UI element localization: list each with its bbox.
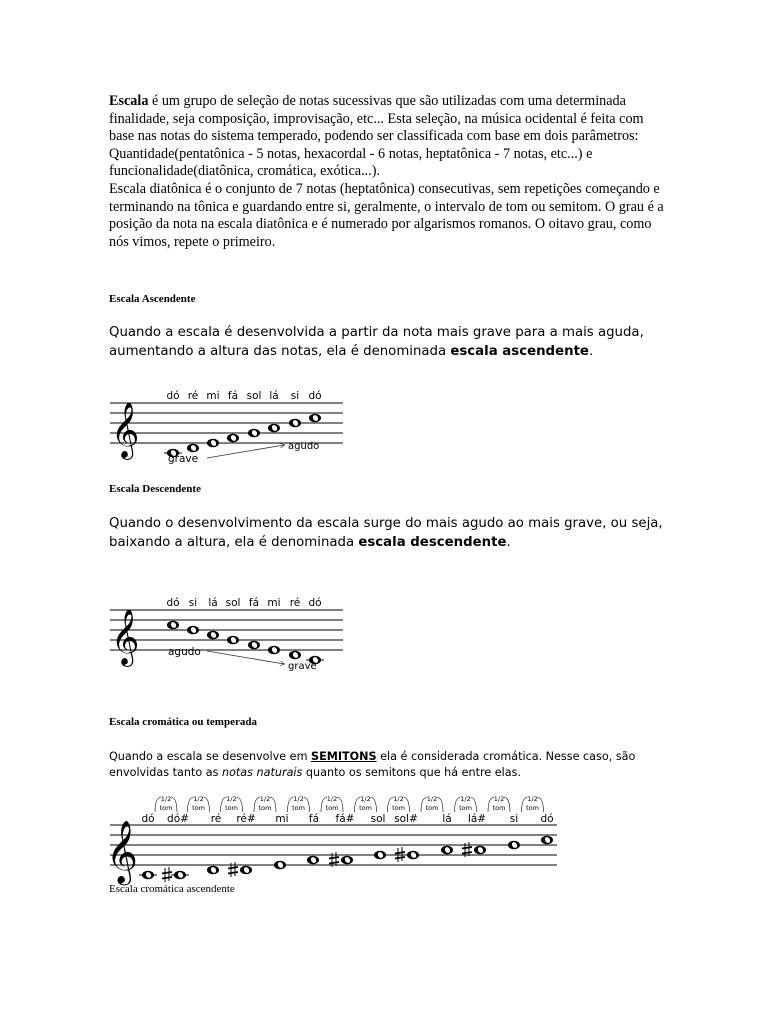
interval-bracket <box>321 795 343 812</box>
note-label: fá <box>248 597 260 609</box>
note-label: dó <box>166 597 180 609</box>
note-label: dó# <box>167 813 189 825</box>
interval-bracket <box>522 795 544 812</box>
note-label: dó <box>308 597 322 609</box>
interval-half: 1/2 <box>426 795 438 803</box>
note-label: sol# <box>394 813 418 825</box>
note-4 <box>248 641 260 650</box>
interval-tom: tom <box>325 804 339 812</box>
note-label: sol <box>246 390 262 402</box>
note-7 <box>309 414 321 423</box>
note-4 <box>274 861 286 870</box>
interval-bracket <box>288 795 310 812</box>
note-label: ré <box>210 813 222 825</box>
interval-bracket <box>254 795 276 812</box>
note-label: mi <box>275 813 289 825</box>
note-1 <box>187 444 199 453</box>
note-3 <box>227 636 239 645</box>
note-6 <box>341 856 353 865</box>
ascending-bold: escala ascendente <box>450 343 589 359</box>
chromatic-intervals <box>155 795 544 812</box>
note-6 <box>289 419 301 428</box>
descending-period: . <box>506 534 511 550</box>
note-0 <box>142 871 154 880</box>
ascending-agudo-label: agudo <box>288 441 320 452</box>
interval-half: 1/2 <box>393 795 404 803</box>
chromatic-note-labels <box>141 813 553 825</box>
interval-half: 1/2 <box>259 795 271 803</box>
interval-half: 1/2 <box>293 795 304 803</box>
treble-clef-icon: 𝄞 <box>106 820 138 883</box>
note-0 <box>167 621 179 630</box>
descending-bold: escala descendente <box>358 534 507 550</box>
note-label: lá# <box>467 813 487 825</box>
note-2 <box>207 631 219 640</box>
note-2 <box>207 439 219 448</box>
staff-chromatic <box>106 795 557 886</box>
ascending-text: Quando a escala é desenvolvida a partir da nota mais grave para a mais aguda, aumentando a altura das notas, ela é denominada <box>109 325 644 359</box>
note-label: ré <box>187 390 199 402</box>
note-label: fá <box>308 813 320 825</box>
note-label: fá <box>227 390 239 402</box>
note-label: dó <box>141 813 155 825</box>
descending-text: Quando o desenvolvimento da escala surge do mais agudo ao mais grave, ou seja, baixando a altura, ela é denominada <box>109 516 663 550</box>
interval-tom: tom <box>425 804 439 812</box>
note-1 <box>174 871 186 880</box>
note-6 <box>289 651 301 660</box>
interval-bracket <box>455 795 477 812</box>
interval-bracket <box>355 795 377 812</box>
interval-half: 1/2 <box>326 795 338 803</box>
note-12 <box>541 836 553 845</box>
note-8 <box>407 851 419 860</box>
note-label: lá <box>442 813 452 825</box>
interval-half: 1/2 <box>226 795 237 803</box>
note-label: fá# <box>335 813 355 825</box>
intro-text: é um grupo de seleção de notas sucessivas que são utilizadas com uma determinada finalidade, seja composição, improvisação, etc... Esta seleção, na música ocidental é feita com base nas notas do sistema temperado, podendo ser classificada com base em dois parâmetros: Quantidade(pentatônica - 5 notas, hexacordal - 6 notas, heptatônica - 7 notas, etc...) e funcionalidade(diatônica, cromática, exótica...). <box>109 93 644 180</box>
note-label: si <box>509 813 519 825</box>
notas-naturais: notas naturais <box>221 765 303 779</box>
interval-tom: tom <box>292 804 305 812</box>
descending-agudo-label: agudo <box>168 646 201 658</box>
chromatic-text-mid: ela é considerada cromática. Nesse caso, são envolvidas tanto as <box>109 750 636 779</box>
note-3 <box>227 434 239 443</box>
note-9 <box>441 846 453 855</box>
note-7 <box>374 851 386 860</box>
note-label: sol <box>225 597 241 609</box>
interval-half: 1/2 <box>527 795 538 803</box>
interval-tom: tom <box>359 804 372 812</box>
interval-half: 1/2 <box>193 795 204 803</box>
note-label: ré <box>289 597 301 609</box>
interval-tom: tom <box>526 804 539 812</box>
note-label: lá <box>208 597 218 609</box>
treble-clef-icon: 𝄞 <box>111 402 140 458</box>
chromatic-notes <box>139 836 553 882</box>
note-label: mi <box>267 597 281 609</box>
interval-tom: tom <box>459 804 472 812</box>
heading-descending: Escala Descendente <box>109 483 201 495</box>
note-label: dó <box>308 390 322 402</box>
interval-tom: tom <box>392 804 405 812</box>
interval-bracket <box>388 795 410 812</box>
note-label: lá <box>269 390 279 402</box>
interval-tom: tom <box>225 804 238 812</box>
interval-tom: tom <box>192 804 205 812</box>
interval-bracket <box>221 795 243 812</box>
note-5 <box>307 856 319 865</box>
staff-descending <box>110 597 343 672</box>
interval-tom: tom <box>258 804 272 812</box>
treble-clef-icon: 𝄞 <box>111 609 140 665</box>
note-label: si <box>188 597 198 609</box>
intro-text-diatonic: Escala diatônica é o conjunto de 7 notas (heptatônica) consecutivas, sem repetições começando e terminando na tônica e guardando entre si, geralmente, o intervalo de tom ou semitom. O grau é a posição da nota na escala diatônica e é numerado por algarismos romanos. O oitavo grau, como nós vimos, repete o primeiro. <box>109 180 664 250</box>
interval-bracket <box>421 795 443 812</box>
interval-half: 1/2 <box>460 795 471 803</box>
note-label: dó <box>540 813 554 825</box>
interval-half: 1/2 <box>360 795 371 803</box>
interval-bracket <box>155 795 177 812</box>
note-10 <box>474 846 486 855</box>
note-5 <box>268 424 280 433</box>
ascending-period: . <box>588 343 594 359</box>
chromatic-text: Quando a escala se desenvolve em <box>109 750 312 763</box>
intro-term: Escala <box>109 93 149 109</box>
interval-half: 1/2 <box>493 795 505 803</box>
note-label: ré# <box>236 813 256 825</box>
note-label: sol <box>370 813 386 825</box>
interval-bracket <box>188 795 210 812</box>
note-label: dó <box>166 390 180 402</box>
note-label: si <box>290 390 300 402</box>
ascending-arrow <box>207 445 284 458</box>
chromatic-text-end: quanto os semitons que há entre elas. <box>302 765 522 779</box>
interval-bracket <box>488 795 510 812</box>
note-3 <box>240 866 252 875</box>
interval-tom: tom <box>159 804 173 812</box>
heading-chromatic: Escala cromática ou temperada <box>109 716 257 728</box>
descending-grave-label: grave <box>288 661 317 672</box>
sharp-icon <box>162 867 172 882</box>
chromatic-caption: Escala cromática ascendente <box>109 883 235 895</box>
semitons-link[interactable]: SEMITONS <box>311 750 377 763</box>
interval-half: 1/2 <box>160 795 172 803</box>
sharp-icon <box>228 862 238 877</box>
interval-tom: tom <box>492 804 506 812</box>
note-11 <box>508 841 520 850</box>
note-label: mi <box>206 390 220 402</box>
note-1 <box>187 626 199 635</box>
note-2 <box>207 866 219 875</box>
note-5 <box>268 646 280 655</box>
note-4 <box>248 429 260 438</box>
staff-ascending <box>110 390 343 465</box>
heading-ascending: Escala Ascendente <box>109 293 196 305</box>
ascending-grave-label: grave <box>168 453 199 465</box>
